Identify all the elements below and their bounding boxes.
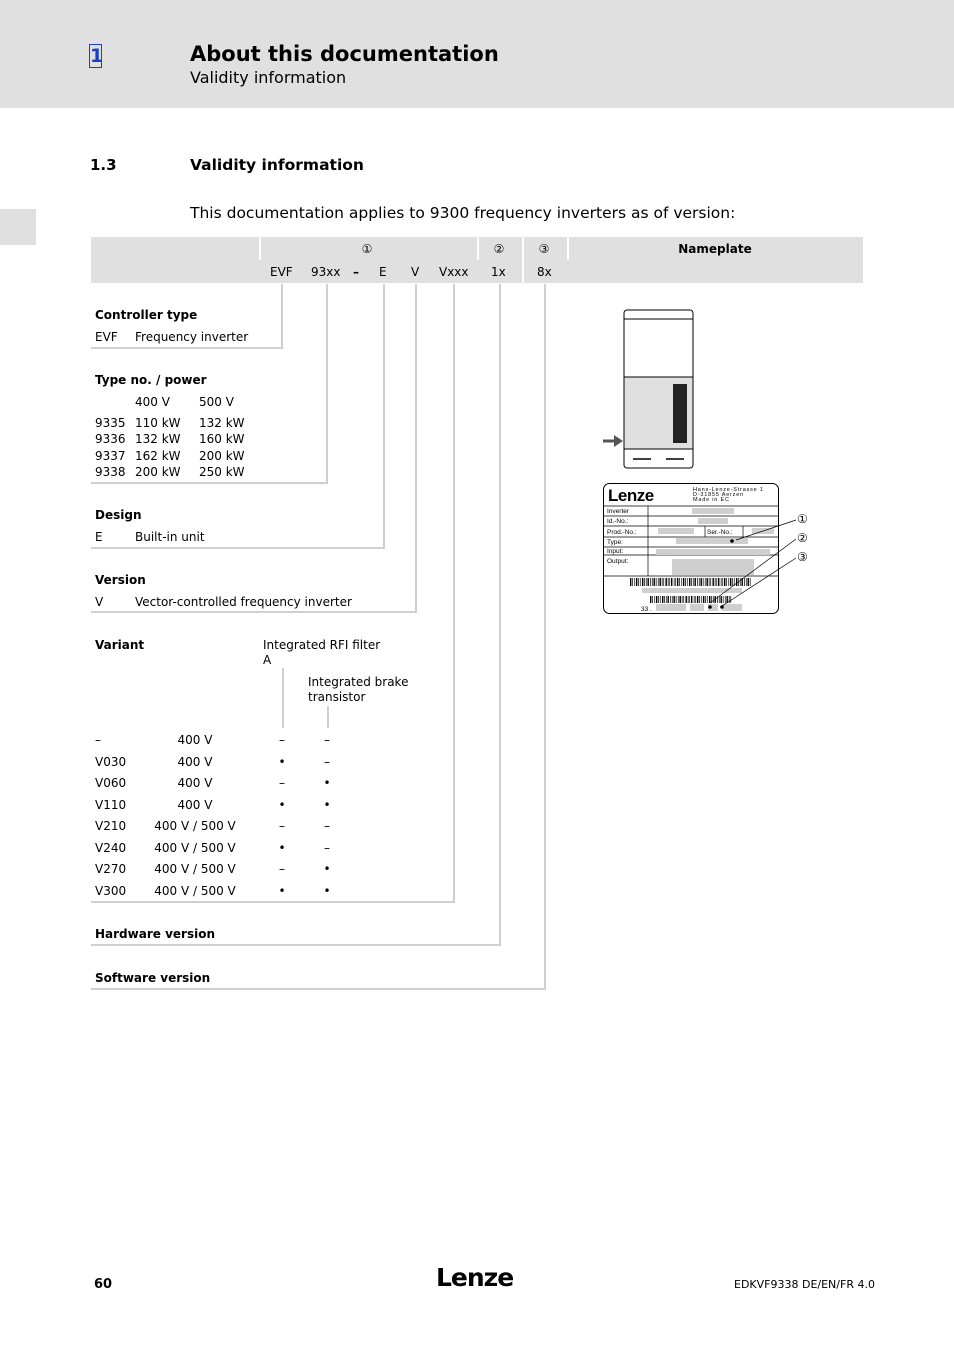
connector-line — [383, 284, 385, 548]
variant-brake: • — [323, 798, 331, 812]
nameplate-ser-no: Ser.-No.: — [707, 529, 733, 536]
header-divider — [522, 237, 524, 283]
version-desc: Vector-controlled frequency inverter — [135, 595, 352, 609]
power-400: 110 kW — [135, 416, 181, 430]
marker-1: ① — [361, 242, 373, 256]
type-power-col-400: 400 V — [135, 395, 170, 409]
variant-voltage: 400 V / 500 V — [154, 819, 236, 833]
controller-type-desc: Frequency inverter — [135, 330, 249, 344]
callout-3: ③ — [797, 550, 808, 564]
nameplate-address-2: D-31855 Aerzen — [693, 492, 744, 498]
design-desc: Built-in unit — [135, 530, 205, 544]
variant-brake: – — [324, 819, 330, 833]
nameplate-address-3: Made in EC — [693, 497, 730, 503]
controller-type-title: Controller type — [95, 308, 198, 322]
chapter-number[interactable]: 1 — [90, 45, 104, 67]
variant-rfi: – — [279, 776, 285, 790]
separator — [91, 547, 385, 549]
variant-code: V210 — [95, 819, 127, 833]
marker-3: ③ — [538, 242, 550, 256]
brake-label: Integrated brake — [308, 675, 409, 689]
code-e: E — [379, 265, 387, 279]
variant-rfi: – — [279, 819, 285, 833]
separator — [91, 482, 328, 484]
barcode-1 — [630, 578, 751, 586]
separator — [91, 347, 283, 349]
header-divider — [477, 237, 479, 260]
nameplate-output: Output: — [607, 558, 629, 565]
type-power-title: Type no. / power — [95, 373, 207, 387]
variant-voltage: 400 V — [177, 733, 213, 747]
type-number: 9335 — [95, 416, 126, 430]
variant-code: V300 — [95, 884, 127, 898]
device-drawing — [600, 305, 700, 475]
separator — [91, 988, 546, 990]
nameplate-label: Nameplate — [678, 242, 752, 256]
design-code: E — [95, 530, 103, 544]
separator — [91, 611, 417, 613]
brake-label-2: transistor — [308, 690, 366, 704]
document-reference: EDKVF9338 DE/EN/FR 4.0 — [734, 1278, 875, 1291]
variant-code: V030 — [95, 755, 127, 769]
code-evf: EVF — [270, 265, 293, 279]
version-title: Version — [95, 573, 146, 587]
variant-code: V110 — [95, 798, 127, 812]
variant-brake: – — [324, 733, 330, 747]
variant-rfi: – — [279, 733, 285, 747]
power-500: 250 kW — [199, 465, 245, 479]
variant-code: V060 — [95, 776, 127, 790]
code-hw: 1x — [491, 265, 506, 279]
variant-brake: – — [324, 841, 330, 855]
section-number: 1.3 — [90, 156, 117, 174]
variant-code: V240 — [95, 841, 127, 855]
type-number: 9336 — [95, 432, 126, 446]
rfi-filter-label: Integrated RFI filter — [263, 638, 381, 652]
nameplate-type: Type: — [607, 539, 623, 546]
type-number: 9337 — [95, 449, 126, 463]
variant-voltage: 400 V — [177, 755, 213, 769]
header-divider — [259, 237, 261, 260]
nameplate-prod-no: Prod.-No.: — [607, 529, 637, 536]
connector-line — [415, 284, 417, 612]
hardware-version-title: Hardware version — [95, 927, 215, 941]
variant-rfi: • — [278, 884, 286, 898]
power-500: 200 kW — [199, 449, 245, 463]
variant-voltage: 400 V / 500 V — [154, 862, 236, 876]
code-v: V — [411, 265, 420, 279]
design-title: Design — [95, 508, 142, 522]
connector-line — [281, 284, 283, 348]
type-power-col-500: 500 V — [199, 395, 234, 409]
callout-1: ① — [797, 512, 808, 526]
code-sw: 8x — [537, 265, 552, 279]
brake-column-line — [327, 706, 329, 728]
device-display — [673, 384, 687, 443]
code-93xx: 93xx — [311, 265, 341, 279]
variant-brake: • — [323, 884, 331, 898]
variant-rfi: • — [278, 798, 286, 812]
arrow-icon — [603, 435, 623, 447]
variant-code: – — [95, 733, 101, 747]
nameplate-address-1: Hans-Lenze-Strasse 1 — [693, 487, 764, 493]
rfi-filter-code: A — [263, 653, 272, 667]
chapter-title: About this documentation — [190, 42, 499, 66]
variant-voltage: 400 V / 500 V — [154, 841, 236, 855]
connector-line — [453, 284, 455, 902]
type-number: 9338 — [95, 465, 126, 479]
rfi-column-line — [282, 668, 284, 728]
nameplate-id-no: Id.-No.: — [607, 518, 629, 525]
variant-code: V270 — [95, 862, 127, 876]
power-400: 162 kW — [135, 449, 181, 463]
variant-voltage: 400 V — [177, 776, 213, 790]
power-500: 132 kW — [199, 416, 245, 430]
page-number: 60 — [94, 1277, 113, 1292]
variant-voltage: 400 V / 500 V — [154, 884, 236, 898]
variant-rfi: • — [278, 755, 286, 769]
controller-type-code: EVF — [95, 330, 118, 344]
header-divider — [567, 237, 569, 260]
variant-brake: • — [323, 776, 331, 790]
variant-brake: – — [324, 755, 330, 769]
chapter-subtitle: Validity information — [190, 68, 347, 87]
variant-rfi: – — [279, 862, 285, 876]
connector-line — [326, 284, 328, 483]
section-title: Validity information — [190, 156, 364, 174]
code-dash: – — [353, 265, 359, 279]
nameplate-input: Input: — [607, 548, 624, 555]
marker-2: ② — [493, 242, 505, 256]
power-400: 200 kW — [135, 465, 181, 479]
nameplate-inverter: Inverter — [607, 508, 630, 515]
connector-line — [499, 284, 501, 945]
version-code: V — [95, 595, 104, 609]
connector-line — [544, 284, 546, 989]
separator — [91, 944, 501, 946]
callout-2: ② — [797, 531, 808, 545]
nameplate-drawing — [600, 480, 820, 620]
variant-rfi: • — [278, 841, 286, 855]
variant-brake: • — [323, 862, 331, 876]
side-tab — [0, 209, 36, 245]
variant-title: Variant — [95, 638, 145, 652]
intro-text: This documentation applies to 9300 frequency inverters as of version: — [190, 204, 736, 222]
footer-logo: Lenze — [436, 1263, 514, 1292]
software-version-title: Software version — [95, 971, 211, 985]
power-500: 160 kW — [199, 432, 245, 446]
separator — [91, 901, 455, 903]
nameplate-logo: Lenze — [608, 486, 654, 505]
variant-voltage: 400 V — [177, 798, 213, 812]
power-400: 132 kW — [135, 432, 181, 446]
code-vxxx: Vxxx — [439, 265, 469, 279]
nameplate-serial-prefix: 33 . — [641, 606, 652, 613]
